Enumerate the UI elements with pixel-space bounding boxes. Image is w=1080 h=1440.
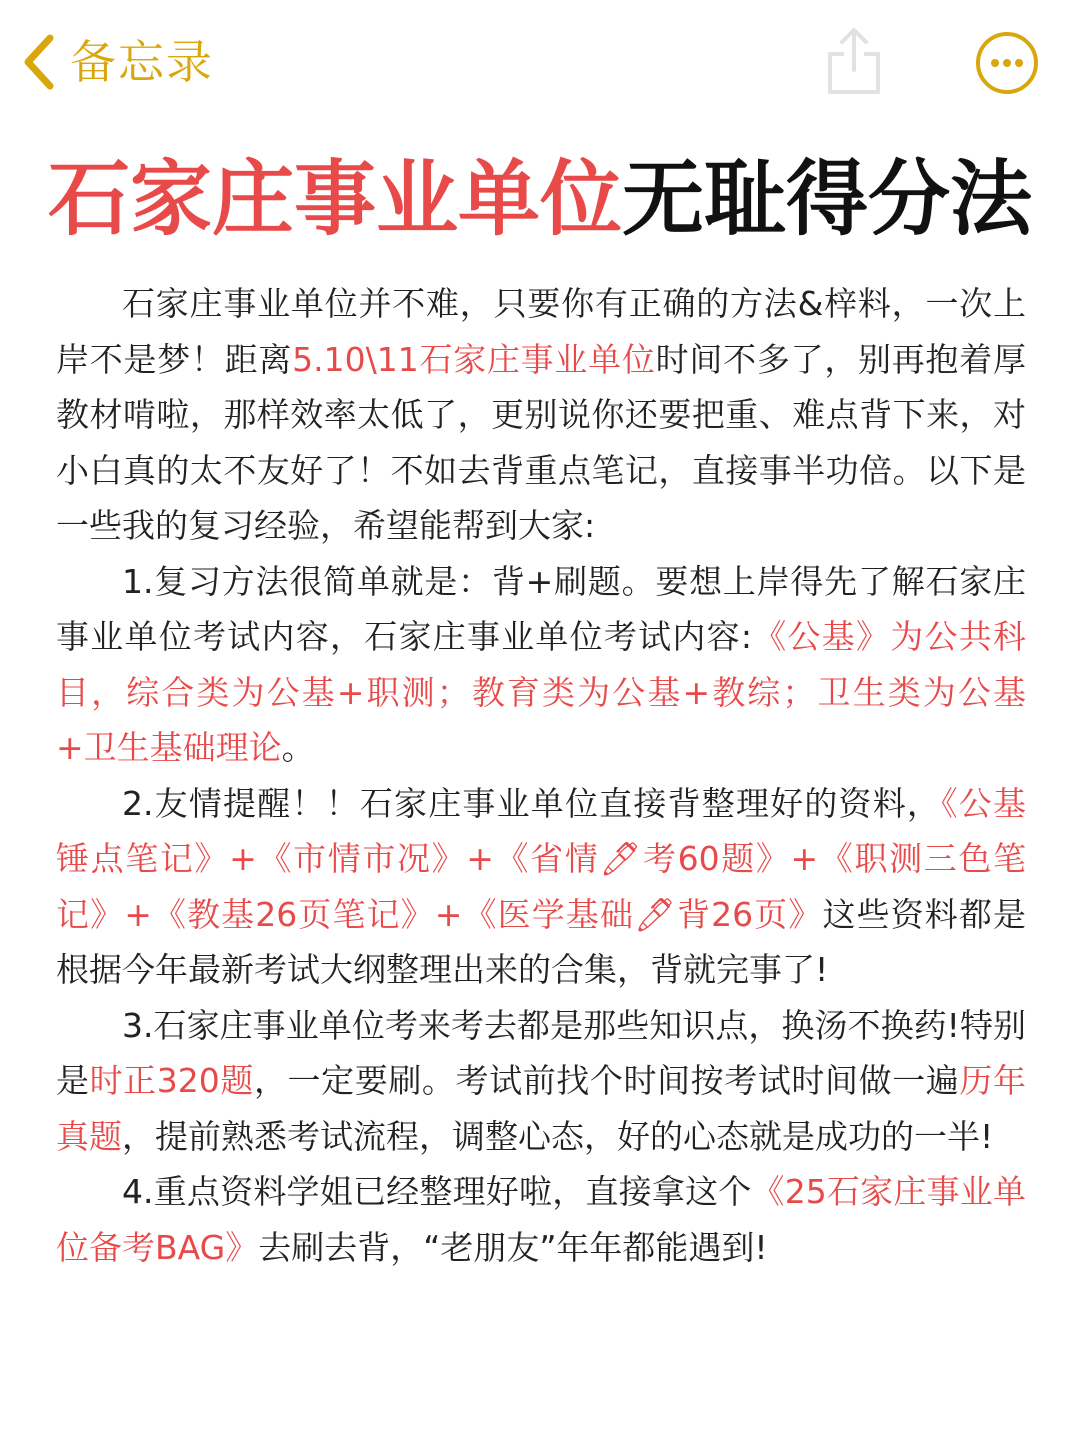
highlight-segment: 《公基》为公共科目，综合类为公基+职测；教育类为公基+教综；卫生类为公基+卫生基础理论 [56, 617, 1026, 767]
text-segment: 时间不多了，别再抱着厚教材啃啦，那样效率太低了，更别说你还要把重、难点背下来，对小白真的太不友好了！不如去背重点笔记，直接事半功倍。以下是一些我的复习经验，希望能帮到大家: [56, 339, 1027, 545]
highlight-segment: 时正320题 [89, 1061, 254, 1100]
highlight-segment: 《公基锤点笔记》+《市情市况》+《省情🖊考60题》+《职测三色笔记》+《教基26页笔记》+《医学基础🖊背26页》 [56, 783, 1026, 934]
paragraph-tip-4 [56, 1164, 1026, 1275]
share-icon[interactable] [822, 24, 886, 96]
page-title [0, 150, 1080, 250]
paragraph-intro [56, 276, 1026, 554]
highlight-segment: 历年真题 [56, 1061, 1026, 1156]
text-segment: 3.石家庄事业单位考来考去都是那些知识点，换汤不换药!特别是 [56, 1005, 1026, 1100]
back-label: 备忘录 [70, 35, 214, 89]
text-segment: 1.复习方法很简单就是：背+刷题。要想上岸得先了解石家庄事业单位考试内容，石家庄事业单位考试内容: [56, 561, 1026, 656]
paragraph-tip-3 [56, 998, 1026, 1165]
highlight-segment: 《25石家庄事业单位备考BAG》 [56, 1172, 1026, 1267]
text-segment: ，提前熟悉考试流程，调整心态，好的心态就是成功的一半! [122, 1116, 994, 1156]
paragraph-tip-2 [56, 776, 1026, 998]
back-button[interactable] [20, 30, 214, 94]
note-body [56, 276, 1026, 1275]
text-segment: 石家庄事业单位并不难，只要你有正确的方法&梓料，一次上岸不是梦！距离 [56, 284, 1026, 379]
highlight-segment: 5.10\11石家庄事业单位 [292, 339, 656, 379]
more-dots-icon[interactable] [974, 30, 1040, 96]
text-segment: 2.友情提醒！！石家庄事业单位直接背整理好的资料， [122, 783, 942, 823]
title-black-part: 无耻得分法 [622, 152, 1033, 247]
text-segment: ，一定要刷。考试前找个时间按考试时间做一遍 [253, 1061, 960, 1100]
paragraph-tip-1 [56, 554, 1026, 776]
text-segment: 4.重点资料学姐已经整理好啦，直接拿这个 [122, 1172, 752, 1211]
chevron-left-icon [20, 32, 56, 92]
title-red-part: 石家庄事业单位 [47, 152, 622, 247]
text-segment: 去刷去背，“老朋友”年年都能遇到! [258, 1227, 768, 1267]
text-segment: 这些资料都是根据今年最新考试大纲整理出来的合集，背就完事了! [56, 894, 1027, 989]
text-segment: 。 [281, 728, 315, 767]
nav-bar [0, 0, 1080, 130]
